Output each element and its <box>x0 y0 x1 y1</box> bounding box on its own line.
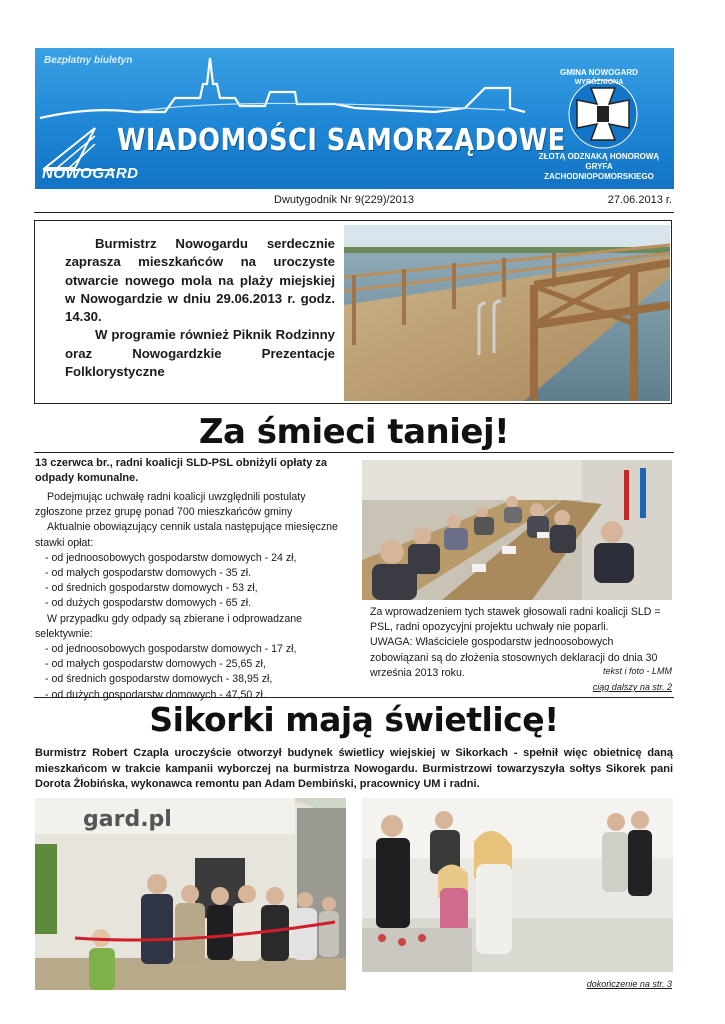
issue-date: 27.06.2013 r. <box>607 194 672 206</box>
masthead-banner <box>35 48 674 189</box>
article-1-paragraph-3: W przypadku gdy odpady są zbierane i odprowadzane selektywnie: <box>35 612 302 640</box>
article-1-paragraph-2: Aktualnie obowiązujący cennik ustala następujące miesięczne stawki opłat: <box>35 521 338 549</box>
continued-on-page-2-link[interactable]: ciąg dalszy na str. 2 <box>592 682 672 692</box>
article-1-body <box>35 490 355 703</box>
invitation-paragraph-2: W programie również Piknik Rodzinny oraz Nowogardzkie Prezentacje Folklorystyczne <box>65 327 335 380</box>
price-list-item: - od małych gospodarstw domowych - 25,65 zł, <box>45 658 266 671</box>
article-1-credit: tekst i foto - LMM <box>602 666 672 676</box>
price-list-item: - od jednoosobowych gospodarstw domowych - 24 zł, <box>45 551 297 564</box>
price-list-item: - od dużych gospodarstw domowych - 65 zł. <box>45 597 252 610</box>
award-line-3: ZACHODNIOPOMORSKIEGO <box>544 172 654 181</box>
article-1-paragraph-1: Podejmując uchwałę radni koalicji uwzględnili postulaty zgłoszone przez grupę ponad 700 mieszkańców gminy <box>35 491 306 519</box>
price-list-item: - od dużych gospodarstw domowych - 47,50 zł. <box>45 688 266 701</box>
newspaper-title: WIADOMOŚCI SAMORZĄDOWE <box>117 123 566 158</box>
building-sign-text: gard.pl <box>83 807 172 832</box>
article-2-lead: Burmistrz Robert Czapla uroczyście otworzył budynek świetlicy wiejskiej w Sikorkach - spełnił więc obietnicę daną mieszkańcom w trakcie kampanii wyborczej na burmistrza Nowogardu. Burmistrzowi towarzyszyła sołtys Sikorek pani Dorota Żłobińska, wykonawca remontu pan Adam Dembiński, pracownicy UM i radni. <box>35 747 673 790</box>
wooden-pier-photo <box>344 225 670 401</box>
price-list-item: - od średnich gospodarstw domowych - 53 zł, <box>45 582 258 595</box>
award-line-2: GRYFA <box>585 162 613 171</box>
community-hall-interior-photo <box>362 798 673 972</box>
section-divider-rule <box>34 697 674 698</box>
article-2-headline: Sikorki mają świetlicę! <box>149 700 559 739</box>
continued-on-page-3-link[interactable]: dokończenie na str. 3 <box>586 979 672 989</box>
declaration-warning: UWAGA: Właściciele gospodarstw jednoosobowych zobowiązani są do złożenia stosownych deklaracji do dnia 30 września 2013 roku. <box>370 636 658 679</box>
price-list-item: - od małych gospodarstw domowych - 35 zł. <box>45 567 252 580</box>
price-list-item: - od średnich gospodarstw domowych - 38,95 zł, <box>45 673 273 686</box>
free-bulletin-label: Bezpłatny biuletyn <box>44 55 133 66</box>
issue-info-bar <box>34 190 674 213</box>
article-1-headline: Za śmieci taniej! <box>198 412 510 452</box>
council-meeting-photo <box>362 460 672 600</box>
headline-1-rule <box>34 452 674 453</box>
award-top-text: WYRÓŻNIONA <box>574 79 624 86</box>
invitation-text <box>65 235 335 381</box>
gryf-cross-emblem-icon <box>569 80 637 148</box>
vote-note: Za wprowadzeniem tych stawek głosowali radni koalicji SLD = PSL, radni opozycyjni projektu uchwały nie poparli. <box>370 606 661 634</box>
article-1-lead: 13 czerwca br., radni koalicji SLD-PSL obniżyli opłaty za odpady komunalne. <box>35 457 327 484</box>
issue-number: Dwutygodnik Nr 9(229)/2013 <box>274 194 415 206</box>
ribbon-cutting-photo <box>35 798 346 990</box>
invitation-paragraph-1: Burmistrz Nowogardu serdecznie zaprasza mieszkańców na uroczyste otwarcie nowego mola na plaży miejskiej w Nowogardzie w dniu 29.06.2013 r. godz. 14.30. <box>65 236 335 325</box>
pier-opening-invitation <box>34 220 672 404</box>
award-arc-text: GMINA NOWOGARD <box>560 68 638 77</box>
award-line-1: ZŁOTĄ ODZNAKĄ HONOROWĄ <box>538 152 660 161</box>
town-name: NOWOGARD <box>42 165 139 182</box>
price-list-item: - od jednoosobowych gospodarstw domowych - 17 zł, <box>45 643 297 656</box>
